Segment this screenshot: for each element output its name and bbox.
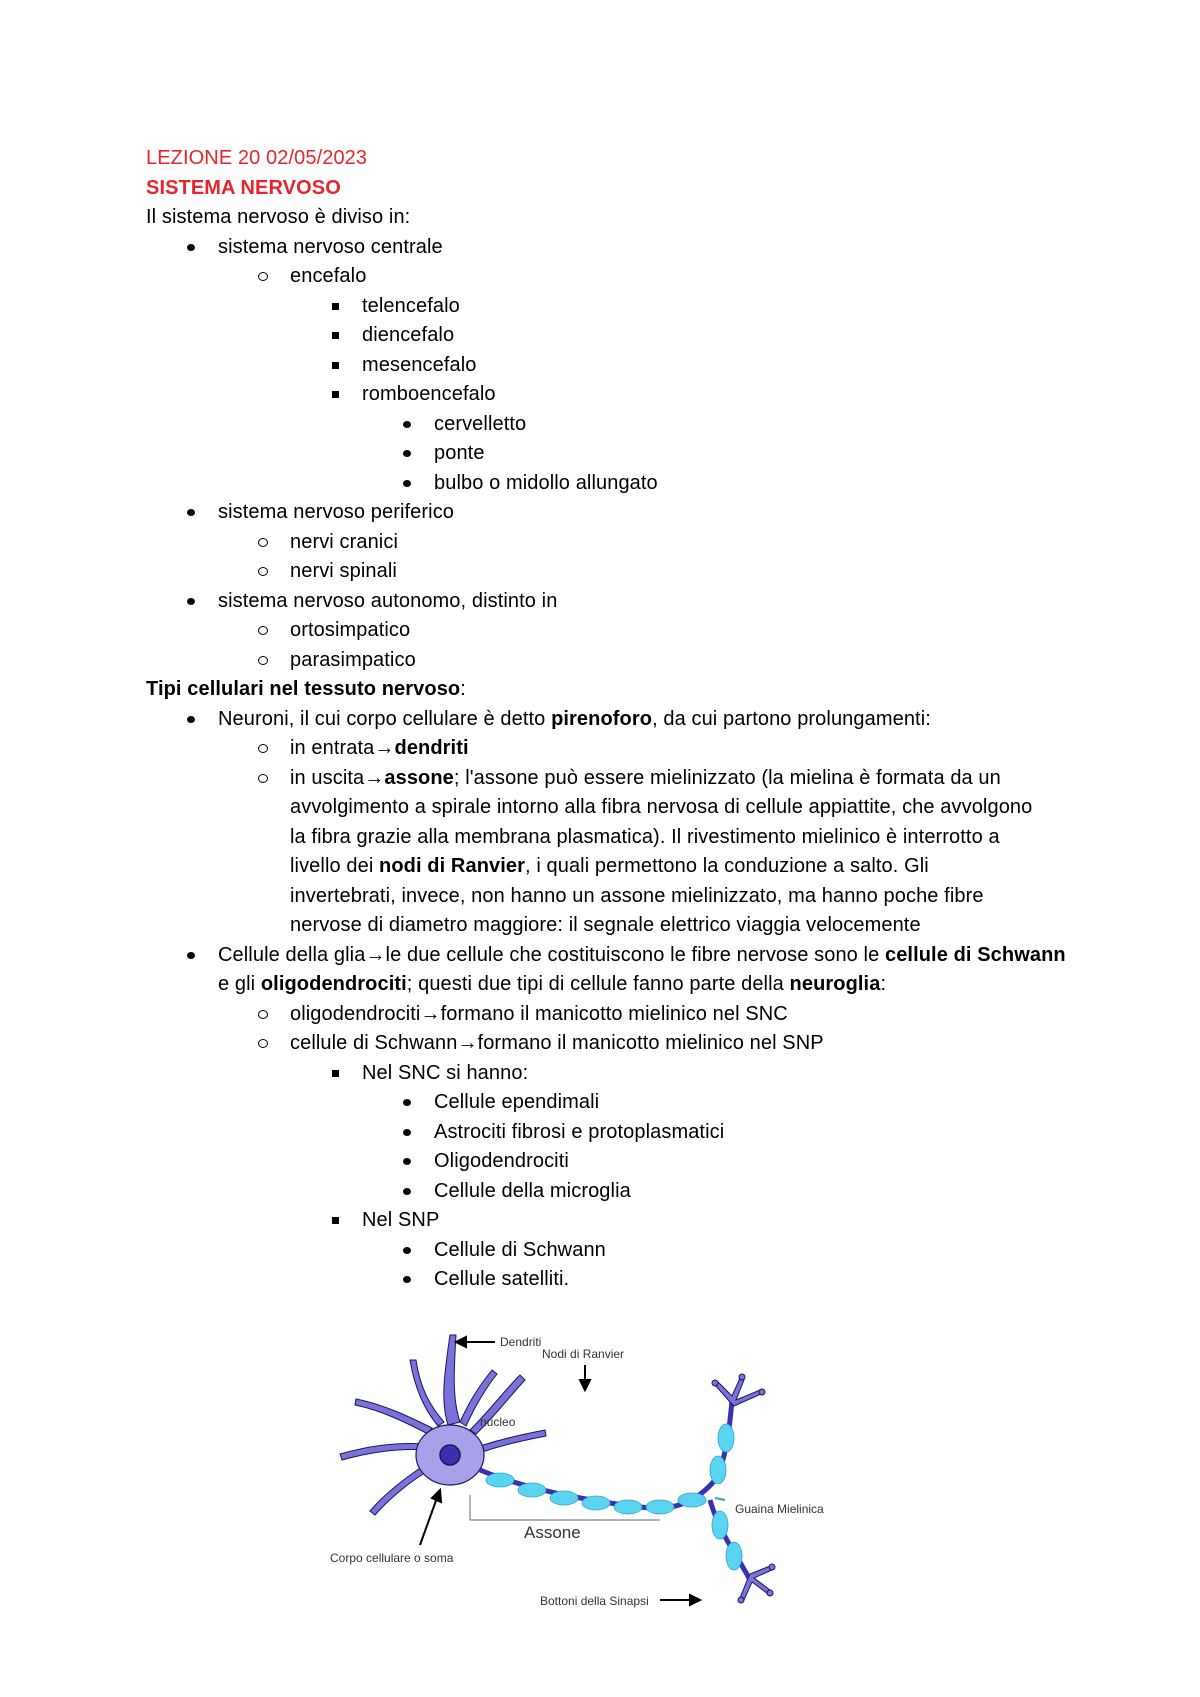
list-item: encefalo xyxy=(290,265,367,287)
list-item: in entrata→dendriti xyxy=(290,737,469,759)
list-item: ortosimpatico xyxy=(290,619,411,641)
list-item: in uscita→assone; l'assone può essere mielinizzato (la mielina è formata da un avvolgimento a spirale intorno alla fibra nervosa di cellule appiattite, che avvolgono la fibra grazie alla membrana plasmatica). Il rivestimento mielinico è interrotto a livello dei nodi di Ranvier, i quali permettono la conduzione a salto. Gli invertebrati, invece, non hanno un assone mielinizzato, ma hanno poche fibre nervose di diametro maggiore: il segnale elettrico viaggia velocemente xyxy=(290,766,1033,936)
list-item: cervelletto xyxy=(434,412,527,435)
lesson-title: LEZIONE 20 02/05/2023 xyxy=(146,147,368,169)
list-item: telencefalo xyxy=(362,294,460,317)
label-guaina: Guaina Mielinica xyxy=(735,1502,824,1516)
myelin-segments xyxy=(486,1424,742,1570)
list-item: diencefalo xyxy=(362,324,455,346)
label-nodi: Nodi di Ranvier xyxy=(542,1347,625,1361)
label-bottoni: Bottoni della Sinapsi xyxy=(540,1594,649,1608)
list-item: Cellule satelliti. xyxy=(434,1268,570,1290)
guaina-arrow xyxy=(715,1498,725,1500)
document-text xyxy=(146,144,1066,1295)
list-item: sistema nervoso autonomo, distinto in xyxy=(218,589,558,612)
tipi-list xyxy=(146,705,1066,1295)
label-dendriti: Dendriti xyxy=(500,1335,542,1349)
list-item: Neuroni, il cui corpo cellulare è detto pirenoforo, da cui partono prolungamenti: xyxy=(218,707,931,730)
tipi-heading: Tipi cellulari nel tessuto nervoso: xyxy=(146,678,466,700)
list-item: Oligodendrociti xyxy=(434,1150,569,1172)
label-nucleo: nucleo xyxy=(480,1415,516,1429)
list-item: ponte xyxy=(434,442,485,464)
list-item: romboencefalo xyxy=(362,383,496,405)
list-item: Nel SNC si hanno: xyxy=(362,1061,529,1084)
label-assone: Assone xyxy=(524,1523,581,1542)
list-item: sistema nervoso centrale xyxy=(218,235,443,258)
list-item: oligodendrociti→formano il manicotto mielinico nel SNC xyxy=(290,1002,788,1025)
list-item: Cellule della microglia xyxy=(434,1179,631,1202)
list-item: Cellule ependimali xyxy=(434,1091,600,1113)
list-item: nervi cranici xyxy=(290,530,398,553)
list-item: Cellule della glia→le due cellule che costituiscono le fibre nervose sono le cellule di Schwann e gli oligodendrociti; questi due tipi di cellule fanno parte della neuroglia: xyxy=(218,943,1066,995)
nucleus xyxy=(440,1445,460,1465)
list-item: bulbo o midollo allungato xyxy=(434,471,658,494)
list-item: Astrociti fibrosi e protoplasmatici xyxy=(434,1120,725,1143)
neuron-diagram xyxy=(320,1330,900,1630)
list-item: Cellule di Schwann xyxy=(434,1238,606,1261)
subject-title: SISTEMA NERVOSO xyxy=(146,176,341,199)
list-item: mesencefalo xyxy=(362,353,477,376)
outline-list xyxy=(146,233,1066,676)
intro-line: Il sistema nervoso è diviso in: xyxy=(146,206,411,228)
list-item: parasimpatico xyxy=(290,648,416,671)
label-corpo: Corpo cellulare o soma xyxy=(330,1551,454,1565)
list-item: nervi spinali xyxy=(290,560,397,582)
list-item: Nel SNP xyxy=(362,1209,440,1231)
axon xyxy=(480,1400,732,1508)
list-item: sistema nervoso periferico xyxy=(218,501,455,523)
list-item: cellule di Schwann→formano il manicotto mielinico nel SNP xyxy=(290,1032,824,1054)
